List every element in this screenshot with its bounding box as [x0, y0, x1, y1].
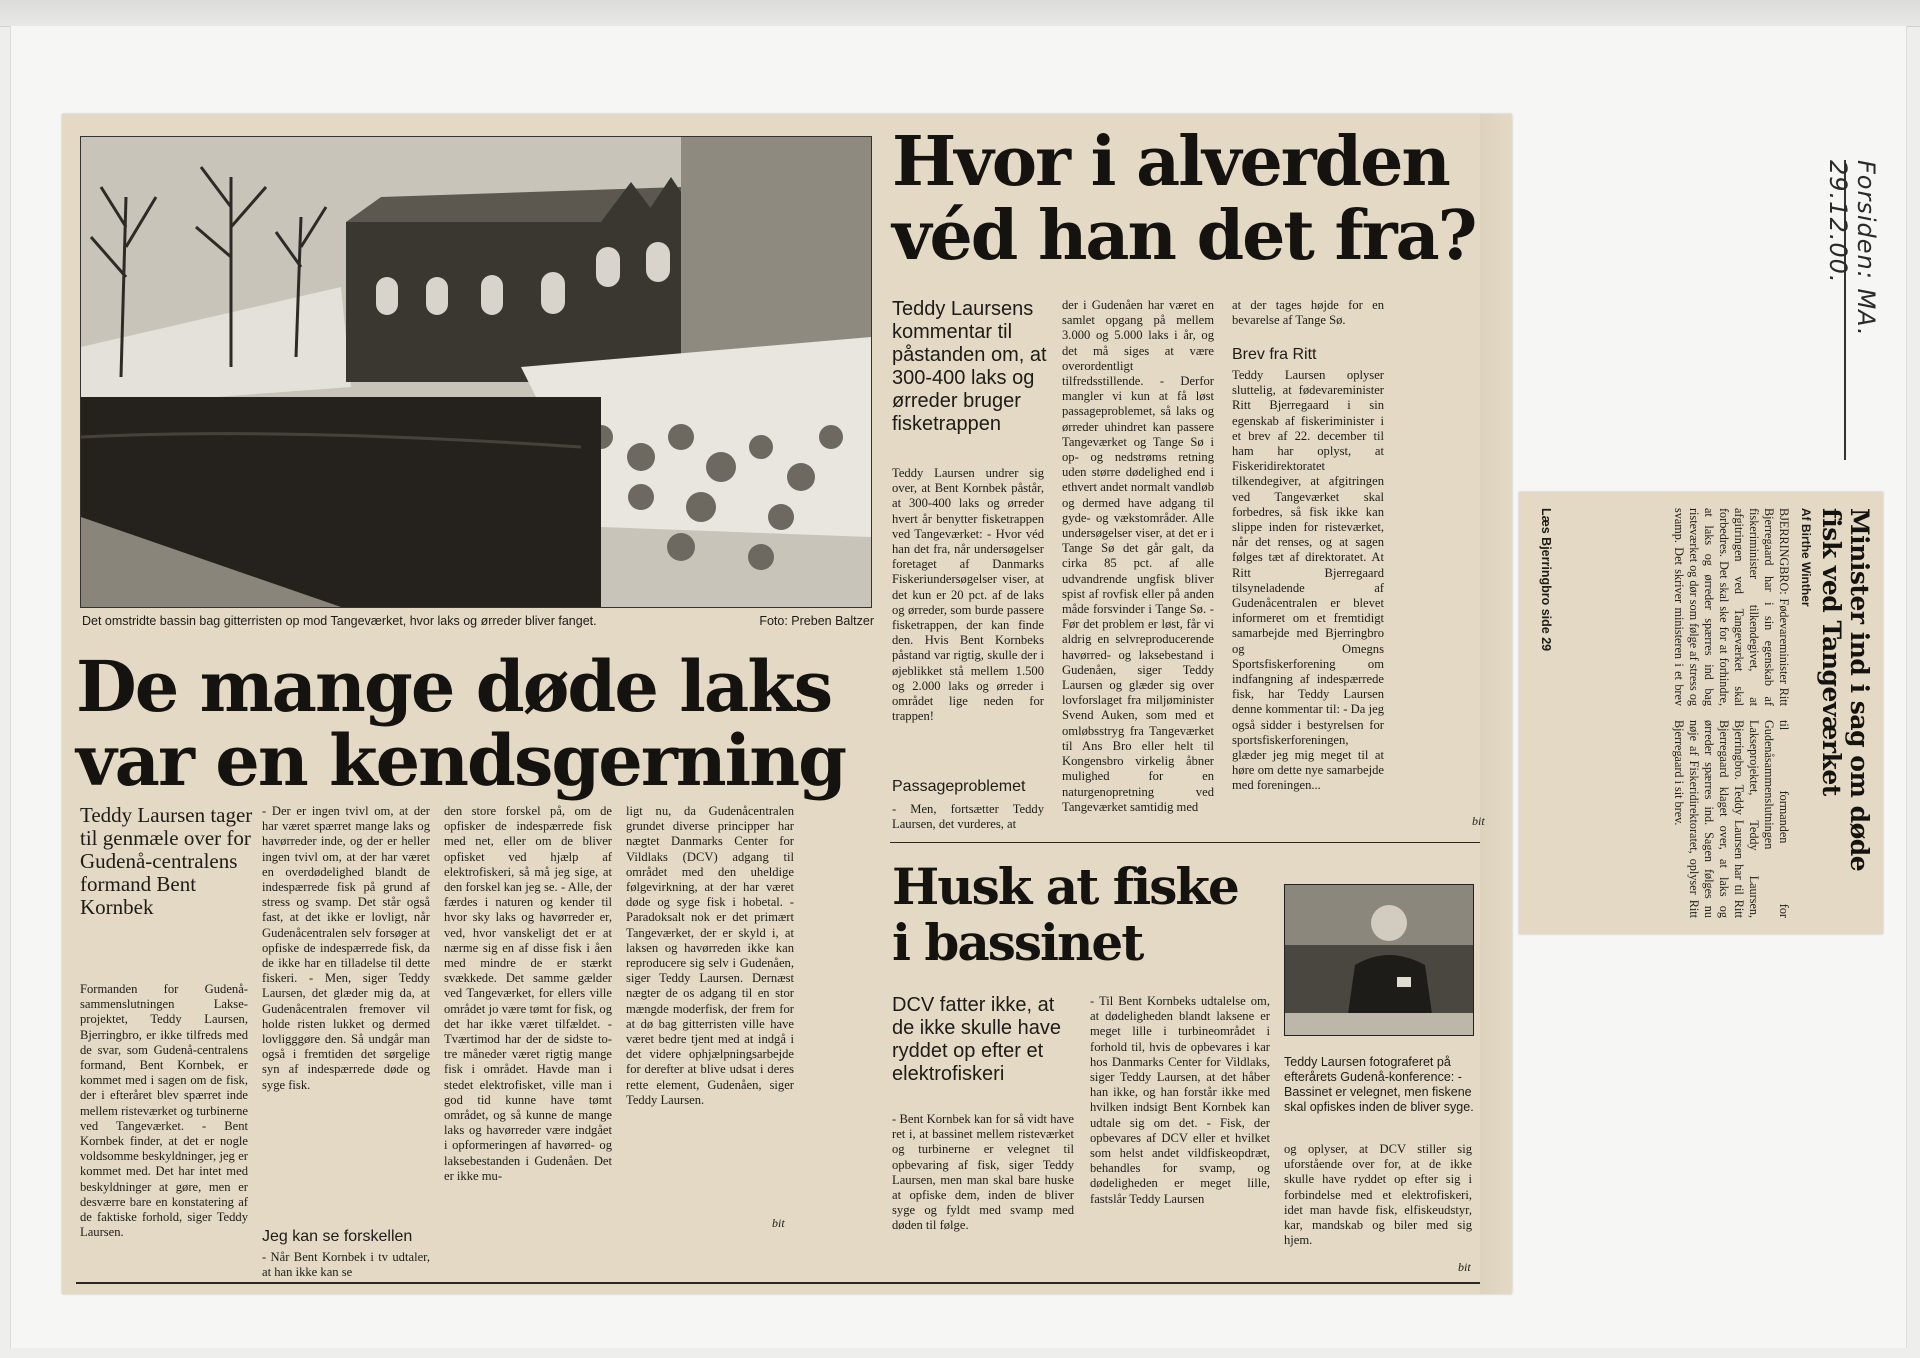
article4-body: BJERRINGBRO: Fødevareminister Ritt Bjerregaard har i sin egenskab af fiskeriminister tilkendegivet, at afgitringen ved Tangeværket skal forbedres. Det skal ske for at forhindre, at laks og ørreder spærres ind bag risteværket og dør som følge af stress og svamp. Det skriver ministeren i et brev til formanden for Gudenåsammenslutningen Lakseprojektet, Teddy Laursen, Bjerringbro. Teddy Laursen har til Ritt Bjerregaard klaget over, at laks og ørreder spærres ind. Sagen følges nu nøje af Fiskeridirektoratet, oplyser Ritt Bjerregaard i sit brev. — [1672, 508, 1791, 918]
article2-subhead: Teddy Laursens kommentar til påstanden om, at 300-400 laks og ørreder bruger fisketrappen — [892, 298, 1047, 435]
article2-column-1-continued: - Men, fortsætter Teddy Laursen, det vurderes, at — [892, 802, 1044, 832]
article3-headline-line2: i bassinet — [892, 913, 1143, 972]
article1-column-2-continued: - Når Bent Kornbek i tv udtaler, at han ikke kan se — [262, 1250, 430, 1280]
article1-column-3: den store forskel på, om de opfisker de indespærrede fisk med net, eller om de bliver opfisket ved hjælp af elektrofiskeri, så må jeg sige, at den forskel kan jeg se. - Alle, der færdes i naturen og kender til hvor sky laks og havørreder er, ved, hvor vanskeligt det er at nærme sig en af disse fisk i åen med mindre de er stærkt svækkede. Det samme gælder ved Tangeværket, for ellers ville området jo være tømt for fisk, og det har ikke været tilfældet. - Tværtimod har der de sidste to-tre måneder været rigtig mange fisk i området. Havde man i stedet elektrofisket, ville man i god tid kunne have tømt området, og så kunne de mange laks og havørreder være indgået i opformeringen af havørred- og laksebestanden i Gudenåen. Det er ikke mu- — [444, 804, 612, 1183]
article2-crosshead-passage: Passageproblemet — [892, 778, 1026, 795]
article4-teaser: Læs Bjerringbro side 29 — [1539, 508, 1553, 652]
handwritten-note: Forsiden: MA. 29.12.00. — [1844, 160, 1880, 460]
article1-subhead: Teddy Laursen tager til genmæle over for Gudenå-centralens formand Bent Kornbek — [80, 803, 253, 919]
photo-credit: Foto: Preben Baltzer — [759, 614, 874, 628]
article2-headline-line2: véd han det fra? — [892, 196, 1476, 276]
side-clipping — [1519, 492, 1883, 934]
powerplant-photo — [80, 136, 872, 608]
powerplant-illustration — [81, 137, 871, 607]
teddy-laursen-portrait — [1284, 884, 1474, 1036]
article3-column-2: - Til Bent Kornbeks udtalelse om, at dødeligheden blandt laksene er meget lille i turbineområdet i forhold til, hvis de opbevares i kar hos Danmarks Center for Vildlaks, siger Teddy Laursen, at det håber han ikke, og han forstår ikke med hvilken indsigt Bent Kornbek kan udtale sig om det. - Fisk, der opbevares af DCV eller et hvilket som helst andet vildfiskeopdræt, behandles for svamp, og dødeligheden er meget lille, fastslår Teddy Laursen — [1090, 994, 1270, 1206]
article3-column-3: og oplyser, at DCV stiller sig uforstående over for, at de ikke skulle have ryddet op efter sig i forbindelse med et elektrofiskeri, idet man havde fisk, elfiskeudstyr, kar, mandskab og biler med sig hjem. — [1284, 1142, 1472, 1248]
main-clipping — [62, 114, 1512, 1294]
article2-signature: bit — [1472, 814, 1485, 828]
photo-caption-row — [82, 614, 874, 632]
article4-headline: Minister ind i sag om døde fisk ved Tangeværket — [1817, 508, 1874, 872]
article2-column-3-continued: Teddy Laursen oplyser sluttelig, at fødevareminister Ritt Bjerregaard i sin egenskab af fiskeriminister i et brev af 22. december til ham har oplyst, at Fiskeridirektoratet tilkendegiver, at afgitringen ved Tangeværket skal forbedres, så fisk ikke kan slippe inden for risteværket, når det renses, og at sagen følges tæt af direktoratet. At Ritt Bjerregaard tilsyneladende af Gudenåcentralen er blevet informeret om et fremtidigt samarbejde med Bjerringbro og Omegns Sportsfiskerforening om indfangning af indespærrede fisk, har Teddy Laursen denne kommentar til: - Da jeg også sidder i bestyrelsen for sportsfiskerforeningen, glæder jeg mig meget til at høre om dette nye samarbejde med foreningen... — [1232, 368, 1384, 793]
article1-headline-line1: De mange døde laks — [76, 645, 832, 728]
adjacent-column-edge — [1480, 114, 1512, 1294]
article2-column-2: der i Gudenåen har været en samlet opgang på mellem 3.000 og 5.000 laks i år, og det må siges at være overordentligt tilfredsstillende. - Derfor mangler vi kun at få løst passageproblemet, så laks og ørreder uhindret kan passere Tangeværket og Tange Sø i op- og nedstrøms retning uden større dødelighed end i ethvert andet normalt vandløb og dermed have adgang til gyde- og vækstområder. Alle undersøgelser viser, at det er i Tange Sø det går galt, da cirka 85 pct. af alle udvandrende ungfisk bliver spist af rovfisk eller på anden måde forsvinder i Tange Sø. - Før det problem er løst, får vi aldrig en selvreproducerende havørred- og laksebestand i Gudenåen, siger Teddy Laursen og glæder sig over lovforslaget fra miljøminister Svend Auken, som med et omløbsstryg fra Tangeværket til Ans Bro eller helt til Kongensbro virkelig åbner mulighed for en naturgenopretning ved Tangeværket samtidig med — [1062, 298, 1214, 814]
article2-bottom-rule — [890, 842, 1480, 843]
photo-caption: Det omstridte bassin bag gitterristen op mod Tangeværket, hvor laks og ørreder bliver fanget. — [82, 614, 597, 628]
article1-signature: bit — [772, 1216, 785, 1230]
scanner-top-strip — [0, 0, 1920, 27]
article3-headline-line1: Husk at fiske — [892, 857, 1238, 916]
article3-subhead: DCV fatter ikke, at de ikke skulle have ryddet op efter et elektrofiskeri — [892, 994, 1061, 1085]
article2-column-1: Teddy Laursen undrer sig over, at Bent Kornbek påstår, at 300-400 laks og ørreder hvert år benytter fisketrappen ved Tangeværket: - Hvor véd han det fra, når undersøgelser foretaget af Danmarks Fiskeriundersøgelser viser, at det kun er 20 pct. af de laks og ørreder, som burde passere fisketrappen, der kan finde den. Hvis Bent Kornbeks påstand var rigtig, skulle der i øjeblikket stå mellem 1.500 og 2.000 laks og ørreder i området lige neden for trappen! — [892, 466, 1044, 724]
side-clipping-rotated — [1519, 492, 1883, 934]
article3-column-1: - Bent Kornbek kan for så vidt have ret i, at bassinet mellem risteværket og turbinerne er velegnet til opbevaring af fisk, siger Teddy Laursen, men man skal bare huske at opfiske dem, inden de bliver syge og fyldt med svamp med døden til følge. — [892, 1112, 1074, 1233]
article1-column-2: - Der er ingen tvivl om, at der har været spærret mange laks og havørreder inde, og der er heller ingen tvivl om, at der har været en overdødelighed blandt de indespærrede fisk på grund af stress og svamp. Det står også fast, at det ikke er lovligt, når Gudenåcentralen selv forsøger at opfiske de indespærrede fisk, da de ikke har en tilladelse til dette fiskeri. - Men, siger Teddy Laursen, det glæder mig da, at Gudenåcentralen fremover vil holde risten lukket og dermed lovligggøre den. Så undgår man også i fremtiden det sørgelige syn af indespærrede døde og syge fisk. — [262, 804, 430, 1092]
article1-column-4: ligt nu, da Gudenåcentralen grundet diverse principper har nægtet Danmarks Center for Vildlaks (DCV) adgang til området med den uheldige følgevirkning, at der har været døde og syge fisk i hobetal. - Paradoksalt nok er det primært Tangeværket, der er skyld i, at laksen og havørreden ikke kan reproducere sig selv i Gudenåen, siger Teddy Laursen. Dernæst nægter de os adgang til en stor mængde moderfisk, der frem for at dø bag gitterristen ville have været bedre tjent med at indgå i det videre ophjælpningsarbejde for derefter at blive udsat i deres rette element, Gudenåen, siger Teddy Laursen. — [626, 804, 794, 1107]
portrait-illustration — [1285, 885, 1473, 1035]
page-bottom-rule — [76, 1282, 1480, 1284]
article3-signature: bit — [1458, 1260, 1471, 1274]
article2-crosshead-brev: Brev fra Ritt — [1232, 346, 1317, 363]
article1-headline-line2: var en kendsgerning — [76, 719, 846, 802]
article2-column-3: at der tages højde for en bevarelse af Tange Sø. — [1232, 298, 1384, 328]
article4-byline: Af Birthe Winther — [1799, 508, 1813, 607]
article1-column-1: Formanden for Gudenå-sammenslutningen Lakse-projektet, Teddy Laursen, Bjerringbro, er ikke tilfreds med de svar, som Gudenå-centralens formand, Bent Kornbek, er kommet med i sagen om de fisk, der i efteråret blev spærret inde mellem risteværket og turbinerne ved Tangeværket. - Bent Kornbek finder, at det er nogle voldsomme beskyldninger, jeg er kommet med. Det har intet med beskyldninger at gøre, men er desværre bare en konstatering af de faktiske forhold, siger Teddy Laursen. — [80, 982, 248, 1240]
portrait-caption: Teddy Laursen fotograferet på efterårets Gudenå-konference: - Bassinet er velegnet, men fiskene skal opfiskes inden de bliver syge. — [1284, 1054, 1474, 1114]
article1-crosshead: Jeg kan se forskellen — [262, 1228, 413, 1245]
article2-headline-line1: Hvor i alverden — [892, 122, 1449, 202]
